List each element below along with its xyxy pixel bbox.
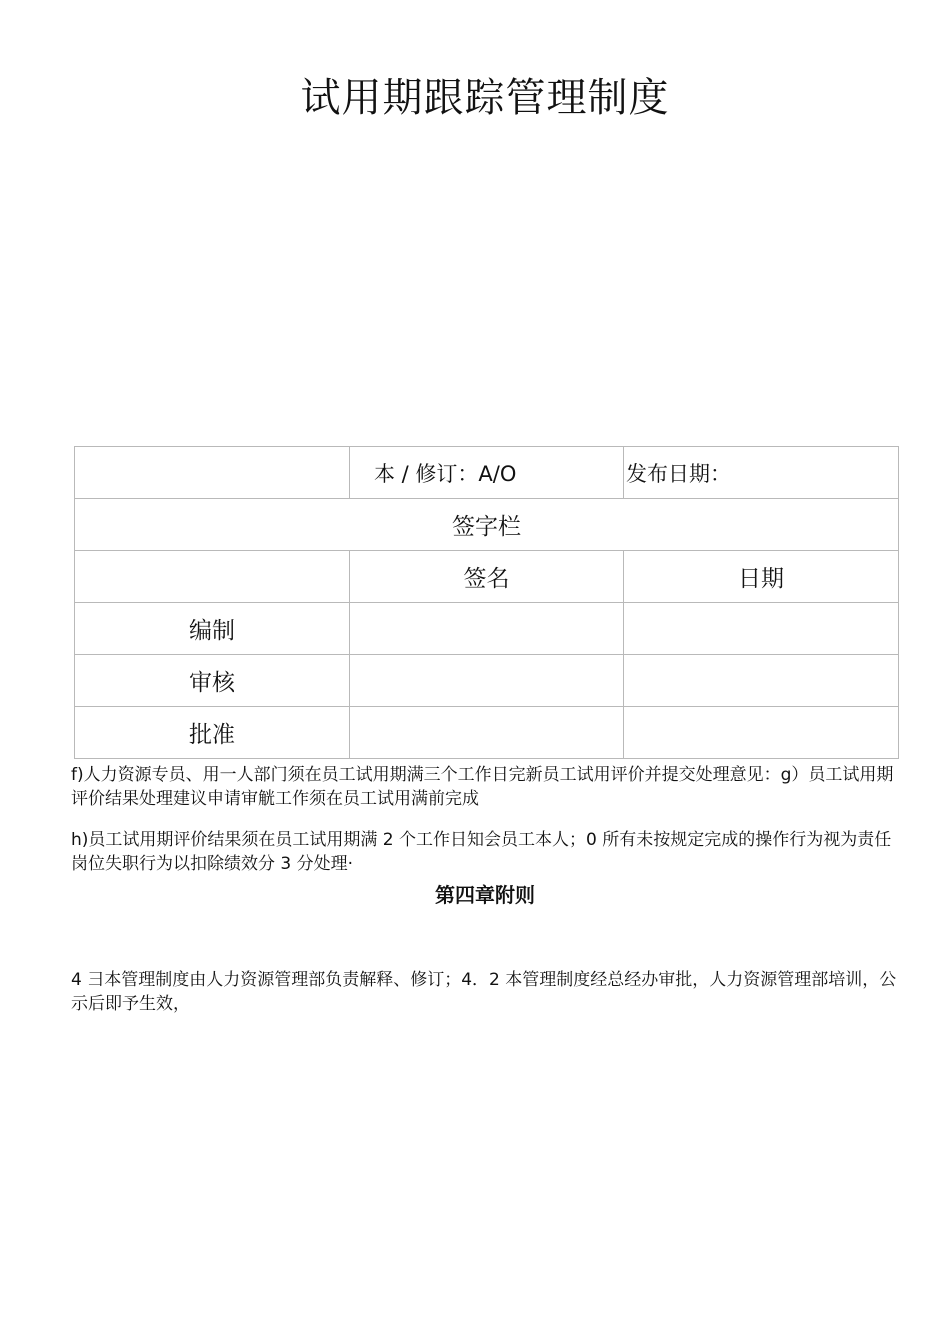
paragraph-f: f)人力资源专员、用一人部门须在员工试用期满三个工作日完新员工试用评价并提交处理意见：g）员工试用期评价结果处理建议申请审觥工作须在员工试用满前完成	[71, 765, 894, 809]
chapter-heading: 第四章附则	[435, 883, 535, 907]
role-label: 编制	[75, 603, 350, 655]
signature-section-label: 签字栏	[75, 499, 899, 551]
role-label: 审核	[75, 655, 350, 707]
signature-cell	[350, 707, 624, 759]
signature-column-header: 签名	[350, 551, 624, 603]
paragraph-4: 4 彐本管理制度由人力资源管理部负责解释、修订；4．2 本管理制度经总经办审批，人力资源管理部培训，公示后即予生效，	[71, 970, 897, 1014]
table-row	[75, 655, 899, 707]
table-cell-empty	[75, 551, 350, 603]
signature-cell	[350, 655, 624, 707]
table-row	[75, 551, 899, 603]
table-row	[75, 447, 899, 499]
paragraph-h: h)员工试用期评价结果须在员工试用期满 2 个工作日知会员工本人；0 所有未按规定完成的操作行为视为责任岗位失职行为以扣除绩效分 3 分处理·	[71, 830, 892, 874]
role-label: 批准	[75, 707, 350, 759]
date-column-header: 日期	[624, 551, 899, 603]
signature-table	[74, 446, 899, 759]
table-cell-empty	[75, 447, 350, 499]
version-label: 本 / 修订：A/O	[350, 447, 624, 499]
publish-date-label: 发布日期：	[624, 447, 899, 499]
date-cell	[624, 603, 899, 655]
signature-cell	[350, 603, 624, 655]
date-cell	[624, 707, 899, 759]
date-cell	[624, 655, 899, 707]
table-row	[75, 499, 899, 551]
table-row	[75, 707, 899, 759]
document-title: 试用期跟踪管理制度	[300, 75, 670, 121]
table-row	[75, 603, 899, 655]
